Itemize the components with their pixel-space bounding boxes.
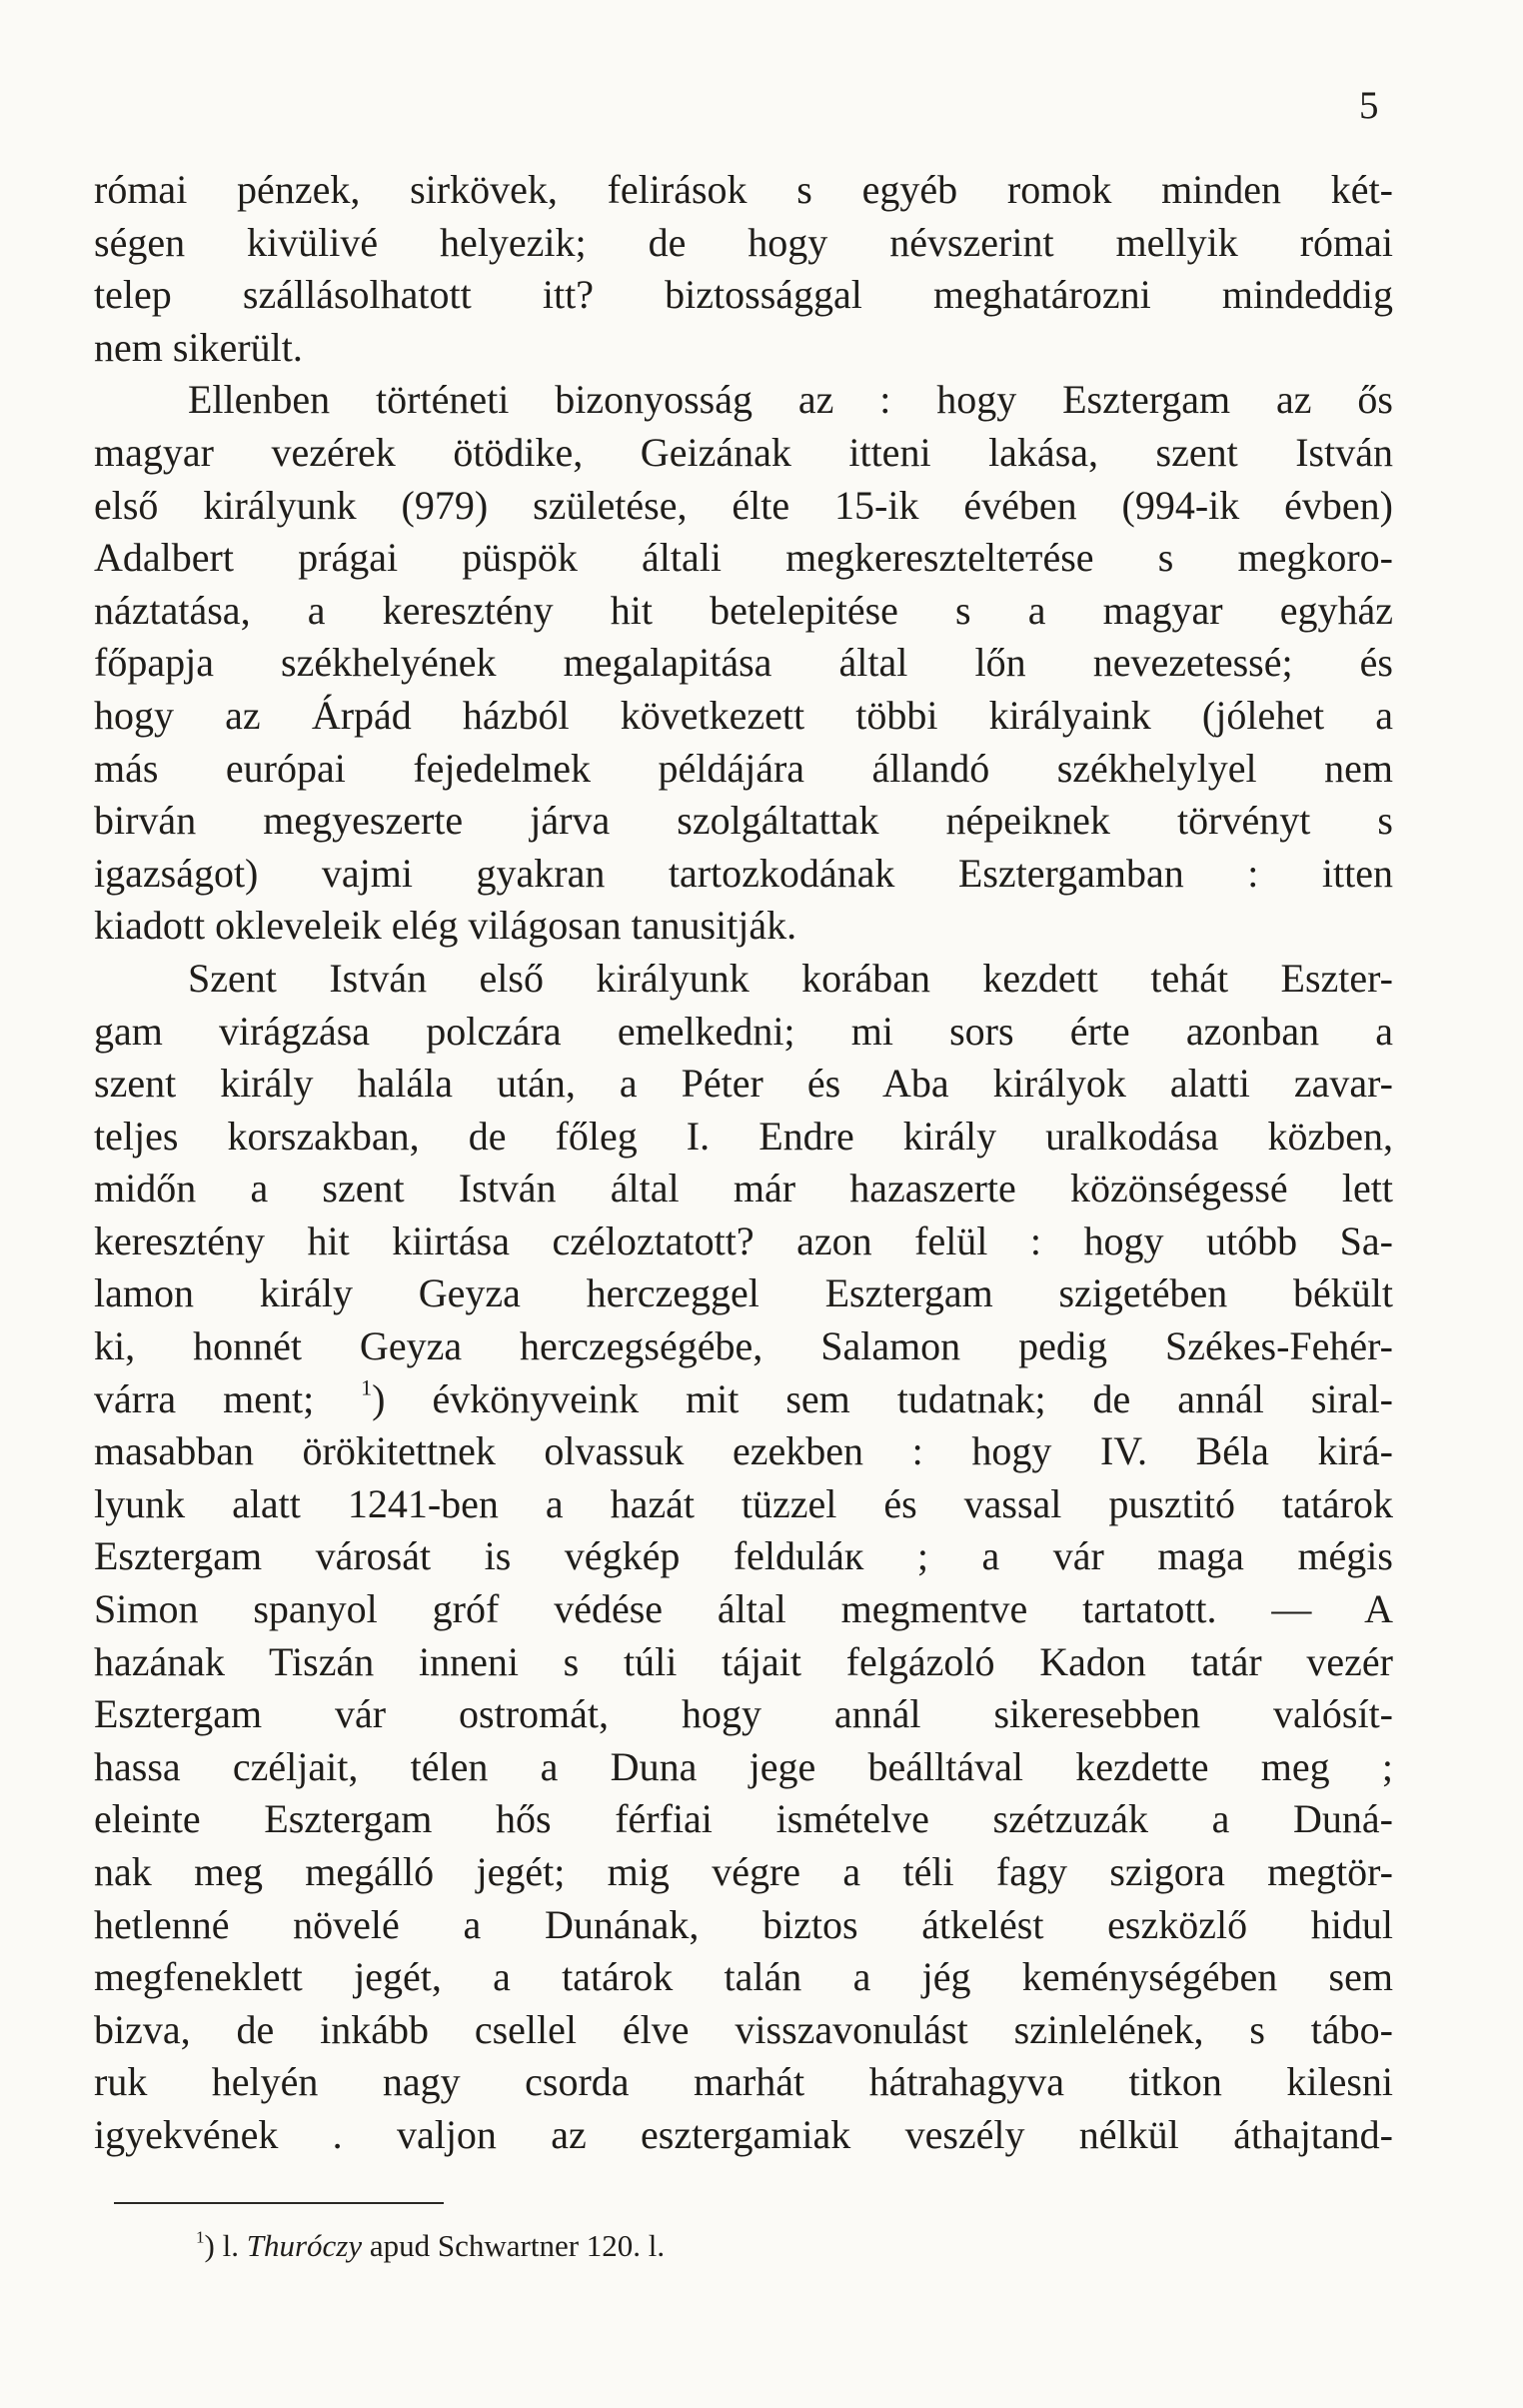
footnote-author: Thuróczy <box>246 2228 363 2263</box>
text-line: Esztergam városát is végkép felduláк ; a vár maga mégis <box>94 1533 1393 1579</box>
text-line: hassa czéljait, télen a Duna jege beálltával kezdette meg ; <box>94 1743 1393 1789</box>
text-line: bizva, de inkább csellel élve visszavonulást szinlelének, s tábo- <box>94 2006 1393 2052</box>
text-line: főpapja székhelyének megalapitása által lőn nevezetessé; és <box>94 640 1393 686</box>
footnote-prefix: l. <box>214 2228 247 2263</box>
text-line: magyar vezérek ötödike, Geizának itteni lakása, szent István <box>94 429 1393 475</box>
footnote-number: 1 <box>196 2227 205 2247</box>
text-line: igazságot) vajmi gyakran tartozkodának Esztergamban : itten <box>94 850 1393 896</box>
text-line-with-footnote-ref <box>94 1373 1393 1426</box>
text-line: Szent István első királyunk korában kezdett tehát Eszter- <box>188 955 1393 1001</box>
footnote-divider <box>114 2202 444 2204</box>
text-line: teljes korszakban, de főleg I. Endre király uralkodása közben, <box>94 1113 1393 1159</box>
text-line: Simon spanyol gróf védése által megmentve tartatott. — A <box>94 1586 1393 1632</box>
text-line: ki, honnét Geyza herczegségébe, Salamon pedig Székes-Fehér- <box>94 1323 1393 1369</box>
footnote-citation: apud Schwartner 120. l. <box>362 2228 666 2263</box>
text-line: más európai fejedelmek példájára állandó székhelylyel nem <box>94 745 1393 791</box>
text-line: lyunk alatt 1241-ben a hazát tüzzel és vassal pusztitó tatárok <box>94 1480 1393 1526</box>
text-line: Adalbert prágai püspök általi megkeresztelteтése s megkoro- <box>94 535 1393 581</box>
text-line: szent király halála után, a Péter és Aba királyok alatti zavar- <box>94 1061 1393 1107</box>
footnote-reference <box>361 1374 372 1399</box>
body-text <box>94 164 1393 2162</box>
text-line: ruk helyén nagy csorda marhát hátrahagyva titkon kilesni <box>94 2059 1393 2105</box>
text-line: midőn a szent István által már hazaszerte közönségessé lett <box>94 1166 1393 1211</box>
text-line: lamon király Geyza herczeggel Esztergam szigetében békült <box>94 1270 1393 1316</box>
text-line: masabban örökitettnek olvassuk ezekben : hogy IV. Béla kirá- <box>94 1428 1393 1474</box>
page-number: 5 <box>1359 84 1379 127</box>
footnote <box>196 2226 665 2266</box>
text-line: igyekvének . valjon az esztergamiak veszély nélkül áthajtand- <box>94 2111 1393 2157</box>
text-line: első királyunk (979) születése, élte 15-ik évében (994-ik évben) <box>94 482 1393 528</box>
text-line-end: évkönyveink mit sem tudatnak; de annál siral- <box>385 1375 1394 1421</box>
text-line: Ellenben történeti bizonyosság az : hogy Esztergam az ős <box>188 377 1393 423</box>
text-line: eleinte Esztergam hős férfiai ismételve szétzuzák a Duná- <box>94 1796 1393 1842</box>
text-line: birván megyeszerte járva szolgáltattak népeiknek törvényt s <box>94 798 1393 844</box>
text-line: nak meg megálló jegét; mig végre a téli fagy szigora megtör- <box>94 1849 1393 1894</box>
text-line: hazának Tiszán inneni s túli tájait felgázoló Kadon tatár vezér <box>94 1638 1393 1684</box>
footnote-reference-close: ) <box>372 1375 386 1421</box>
text-line: gam virágzása polczára emelkedni; mi sors érte azonban a <box>94 1008 1393 1054</box>
footnote-number-close: ) <box>204 2228 215 2263</box>
text-line: megfeneklett jegét, a tatárok talán a jég keménységében sem <box>94 1954 1393 2000</box>
text-line-start: várra ment; <box>94 1375 315 1421</box>
text-line: kiadott okleveleik elég világosan tanusitják. <box>94 903 797 949</box>
footnote-reference-number: 1 <box>361 1374 373 1400</box>
text-line: Esztergam vár ostromát, hogy annál sikeresebben valósít- <box>94 1691 1393 1737</box>
text-line: ségen kivülivé helyezik; de hogy névszerint mellyik római <box>94 219 1393 265</box>
text-line: hetlenné növelé a Dunának, biztos átkelést eszközlő hidul <box>94 1901 1393 1947</box>
text-line: telep szállásolhatott itt? biztossággal meghatározni mindeddig <box>94 272 1393 318</box>
text-line: nem sikerült. <box>94 324 303 370</box>
text-line: keresztény hit kiirtása czéloztatott? azon felül : hogy utóbb Sa- <box>94 1217 1393 1263</box>
text-line: római pénzek, sirkövek, felirások s egyéb romok minden két- <box>94 167 1393 212</box>
text-line: náztatása, a keresztény hit betelepitése s a magyar egyház <box>94 587 1393 633</box>
text-line: hogy az Árpád házból következett többi királyaink (jólehet a <box>94 692 1393 738</box>
